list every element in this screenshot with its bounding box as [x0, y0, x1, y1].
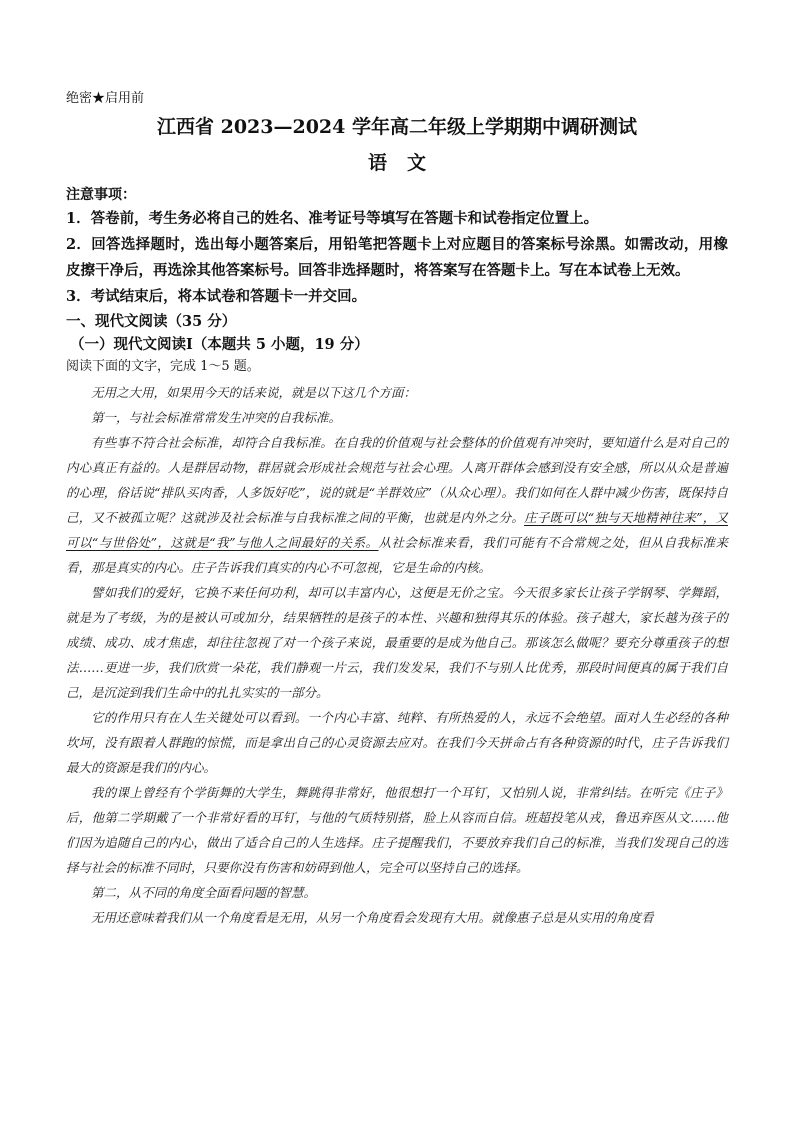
secret-mark: 绝密★启用前 [66, 91, 145, 106]
passage-paragraph [66, 430, 728, 580]
notes-heading: 注意事项： [66, 187, 136, 203]
passage-paragraph: 第一，与社会标准常常发生冲突的自我标准。 [91, 410, 342, 425]
passage-paragraph: 无用之大用，如果用今天的话来说，就是以下这几个方面： [91, 385, 417, 400]
reading-instruction: 阅读下面的文字，完成 1～5 题。 [66, 359, 260, 374]
subject-title: 语文 [367, 152, 446, 174]
passage-paragraph: 譬如我们的爱好，它换不来任何功利，却可以丰富内心，这便是无价之宝。今天很多家长让孩子学钢琴、学舞蹈，就是为了考级，为的是被认可或加分，结果牺牲的是孩子的本性、兴趣和独得其乐的体验。孩子越大，家长越为孩子的成绩、成功、成才焦虑，却往往忽视了对一个孩子来说，最重要的是成为他自己。那该怎么做呢？要充分尊重孩子的想法……更进一步，我们欣赏一朵花，我们静观一片云，我们发发呆，我们不与别人比优秀，那段时间便真的属于我们自己，是沉淀到我们生命中的扎扎实实的一部分。 [66, 585, 728, 700]
passage-text: 有些事不符合社会标准，却符合自我标准。在自我的价值观与社会整体的价值观有冲突时，要知道什么是对自己的内心真正有益的。人是群居动物，群居就会形成社会规范与社会心理。人离开群体会感到没有安全感，所以从众是普遍的心理，俗话说“排队买肉香，人多饭好吃”，说的就是“羊群效应”（从众心理）。我们如何在人群中减少伤害，既保持自己，又不被孤立呢？这就涉及社会标准与自我标准之间的平衡，也就是内外之分。 [66, 435, 728, 525]
part-title: 一、现代文阅读（35 分） [66, 313, 237, 330]
note-item-1: 1．答卷前，考生务必将自己的姓名、准考证号等填写在答题卡和试卷指定位置上。 [66, 210, 599, 227]
sub-section-title: （一）现代文阅读Ⅰ（本题共 5 小题，19 分） [70, 336, 369, 353]
passage-paragraph: 第二，从不同的角度全面看问题的智慧。 [91, 885, 317, 900]
note-item-2: 2．回答选择题时，选出每小题答案后，用铅笔把答题卡上对应题目的答案标号涂黑。如需改动，用橡皮擦干净后，再选涂其他答案标号。回答非选择题时，将答案写在答题卡上。写在本试卷上无效。 [66, 236, 728, 279]
underlined-sentence: 庄子既可以“独与天地精神往来”，又可以“与世俗处”，这就是“我”与他人之间最好的关系。 [66, 510, 728, 550]
note-item-3: 3．考试结束后，将本试卷和答题卡一并交回。 [66, 288, 367, 305]
exam-title: 江西省 2023—2024 学年高二年级上学期期中调研测试 [157, 116, 637, 138]
passage-paragraph: 它的作用只有在人生关键处可以看到。一个内心丰富、纯粹、有所热爱的人，永远不会绝望。面对人生必经的各种坎坷，没有跟着人群跑的惊慌，而是拿出自己的心灵资源去应对。在我们今天拼命占有各种资源的时代，庄子告诉我们最大的资源是我们的内心。 [66, 710, 728, 775]
passage-text: 从社会标准来看，我们可能有不合常规之处，但从自我标准来看，那是真实的内心。庄子告诉我们真实的内心不可忽视，它是生命的内核。 [66, 535, 728, 575]
passage-paragraph: 我的课上曾经有个学街舞的大学生，舞跳得非常好，他很想打一个耳钉，又怕别人说，非常纠结。在听完《庄子》后，他第二学期戴了一个非常好看的耳钉，与他的气质特别搭，脸上从容而自信。班超投笔从戎，鲁迅弃医从文……他们因为追随自己的内心，做出了适合自己的人生选择。庄子提醒我们，不要放弃我们自己的标准，当我们发现自己的选择与社会的标准不同时，只要你没有伤害和妨碍到他人，完全可以坚持自己的选择。 [66, 785, 728, 875]
passage-paragraph: 无用还意味着我们从一个角度看是无用，从另一个角度看会发现有大用。就像惠子总是从实用的角度看 [91, 910, 654, 925]
reading-passage [66, 380, 728, 930]
